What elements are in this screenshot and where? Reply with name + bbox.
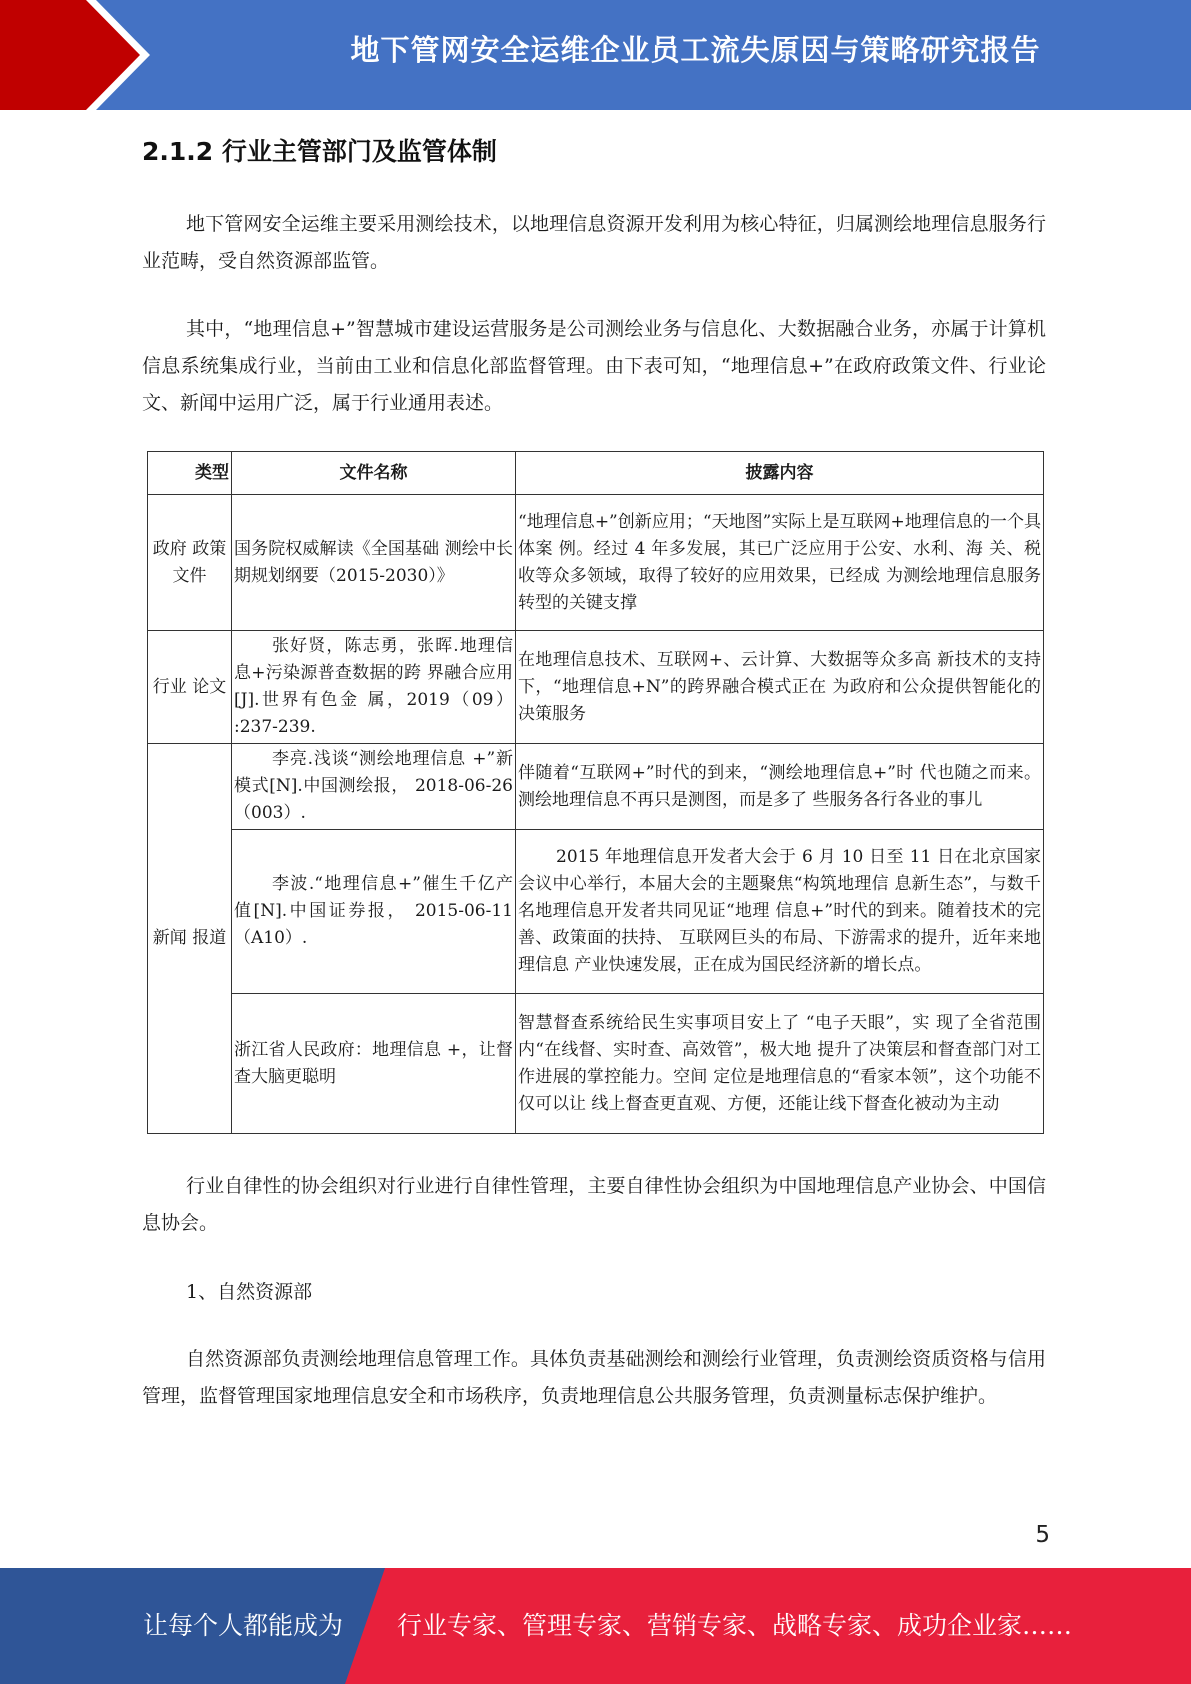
doc-name-cell: 李波.“地理信息+”催生千亿产值[N].中国证券报， 2015-06-11（A10）. (232, 830, 516, 994)
type-cell: 政府 政策 文件 (148, 495, 232, 631)
page-footer (0, 1568, 1191, 1684)
doc-name-cell: 国务院权威解读《全国基础 测绘中长期规划纲要（2015-2030）》 (232, 495, 516, 631)
table-row (148, 744, 1044, 830)
footer-slogan-right: 行业专家、管理专家、营销专家、战略专家、成功企业家…… (397, 1611, 1073, 1640)
disclosure-table (147, 451, 1044, 1134)
table-row (148, 631, 1044, 744)
section-heading: 2.1.2 行业主管部门及监管体制 (142, 137, 497, 166)
column-header-doc-name: 文件名称 (232, 452, 516, 495)
type-cell: 新闻 报道 (148, 744, 232, 1134)
table-row (148, 830, 1044, 994)
paragraph-associations: 行业自律性的协会组织对行业进行自律性管理，主要自律性协会组织为中国地理信息产业协会、中国信息协会。 (142, 1175, 1046, 1234)
subsection-label: 1、自然资源部 (186, 1281, 313, 1303)
table-row (148, 994, 1044, 1134)
content-cell: 智慧督查系统给民生实事项目安上了 “电子天眼”，实 现了全省范围内“在线督、实时查、高效管”，极大地 提升了决策层和督查部门对工作进展的掌控能力。空间 定位是地理信息的“看家本领”，这个功能不仅可以让 线上督查更直观、方便，还能让线下督查化被动为主动 (516, 994, 1044, 1134)
report-title: 地下管网安全运维企业员工流失原因与策略研究报告 (350, 33, 1041, 67)
doc-name-cell: 浙江省人民政府：地理信息 +，让督查大脑更聪明 (232, 994, 516, 1134)
doc-name-cell: 张好贤，陈志勇，张晖.地理信息+污染源普查数据的跨 界融合应用[J].世界有色金 属，2019（09） :237-239. (232, 631, 516, 744)
header-arrow-icon (0, 0, 140, 110)
paragraph-ministry: 自然资源部负责测绘地理信息管理工作。具体负责基础测绘和测绘行业管理，负责测绘资质资格与信用管理，监督管理国家地理信息安全和市场秩序，负责地理信息公共服务管理，负责测量标志保护维护。 (142, 1348, 1046, 1407)
page-header (0, 0, 1191, 110)
column-header-content: 披露内容 (516, 452, 1044, 495)
content-cell: 在地理信息技术、互联网+、云计算、大数据等众多高 新技术的支持下，“地理信息+N”的跨界融合模式正在 为政府和公众提供智能化的决策服务 (516, 631, 1044, 744)
content-cell: “地理信息+”创新应用；“天地图”实际上是互联网+地理信息的一个具体案 例。经过 4 年多发展，其已广泛应用于公安、水利、海 关、税收等众多领域，取得了较好的应用效果，已经成 为测绘地理信息服务转型的关键支撑 (516, 495, 1044, 631)
page-number: 5 (1035, 1522, 1050, 1548)
column-header-type: 类型 (148, 452, 232, 495)
paragraph-geo-info-plus: 其中，“地理信息+”智慧城市建设运营服务是公司测绘业务与信息化、大数据融合业务，亦属于计算机信息系统集成行业，当前由工业和信息化部监督管理。由下表可知，“地理信息+”在政府政策文件、行业论文、新闻中运用广泛，属于行业通用表述。 (142, 318, 1046, 414)
paragraph-intro: 地下管网安全运维主要采用测绘技术，以地理信息资源开发利用为核心特征，归属测绘地理信息服务行业范畴，受自然资源部监管。 (142, 213, 1046, 272)
doc-name-cell: 李亮.浅谈“测绘地理信息 +”新模式[N].中国测绘报， 2018-06-26 （003）. (232, 744, 516, 830)
content-cell: 伴随着“互联网+”时代的到来，“测绘地理信息+”时 代也随之而来。测绘地理信息不再只是测图，而是多了 些服务各行各业的事儿 (516, 744, 1044, 830)
content-cell: 2015 年地理信息开发者大会于 6 月 10 日至 11 日在北京国家会议中心举行，本届大会的主题聚焦“构筑地理信 息新生态”，与数千名地理信息开发者共同见证“地理 信息+”时代的到来。随着技术的完善、政策面的扶持、 互联网巨头的布局、下游需求的提升，近年来地理信息 产业快速发展，正在成为国民经济新的增长点。 (516, 830, 1044, 994)
table-row (148, 495, 1044, 631)
footer-slogan-left: 让每个人都能成为 (143, 1611, 344, 1640)
table-header-row (148, 452, 1044, 495)
type-cell: 行业 论文 (148, 631, 232, 744)
